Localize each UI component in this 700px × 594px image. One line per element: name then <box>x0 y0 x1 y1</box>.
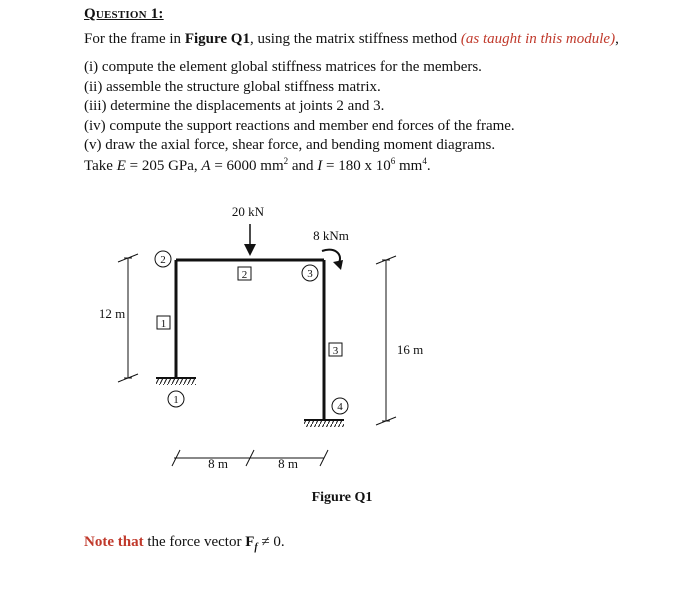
given-end: . <box>426 158 431 174</box>
node-label-4 <box>332 398 348 414</box>
member-label-2 <box>238 267 251 281</box>
moment-arrowhead <box>333 260 343 270</box>
force-vector-note <box>84 534 285 553</box>
node-label-2 <box>155 251 171 267</box>
load-label: 20 kN <box>231 204 265 219</box>
force-vector-symbol: F <box>245 534 255 550</box>
span-label-2: 8 m <box>278 456 298 471</box>
e-symbol: E <box>116 158 126 174</box>
a-exponent: 2 <box>283 156 289 166</box>
i-unit: mm <box>395 158 423 174</box>
note-condition: ≠ 0. <box>257 534 285 550</box>
intro-middle: , using the matrix stiffness method <box>249 31 461 47</box>
i-symbol: I <box>317 158 323 174</box>
note-text: the force vector <box>143 534 246 550</box>
module-note: (as taught in this module) <box>460 31 616 47</box>
svg-text:2: 2 <box>241 269 248 281</box>
member-label-3 <box>329 343 342 357</box>
intro-suffix: , <box>615 31 619 47</box>
force-vector-subscript: f <box>254 542 258 553</box>
task-item: (iv) compute the support reactions and member end forces of the frame. <box>84 117 515 134</box>
span-label-1: 8 m <box>208 456 228 471</box>
note-emphasis: Note that <box>84 534 144 550</box>
given-prefix: Take <box>84 158 117 174</box>
right-height-label: 16 m <box>396 342 424 357</box>
figure-reference: Figure Q1 <box>184 31 250 47</box>
figure-caption: Figure Q1 <box>311 490 373 505</box>
span-dimension <box>172 450 328 466</box>
left-height-label: 12 m <box>98 306 126 321</box>
svg-text:1: 1 <box>160 318 167 330</box>
svg-text:1: 1 <box>173 394 179 406</box>
and-text: and <box>288 158 318 174</box>
task-item: (v) draw the axial force, shear force, and bending moment diagrams. <box>84 137 496 153</box>
intro-prefix: For the frame in <box>84 31 185 47</box>
node-label-3 <box>302 265 318 281</box>
svg-text:3: 3 <box>307 268 313 280</box>
question-heading: Question 1: <box>84 6 164 22</box>
svg-text:3: 3 <box>332 345 339 357</box>
task-item: (i) compute the element global stiffness matrices for the members. <box>84 59 482 75</box>
e-value: = 205 GPa, <box>125 158 202 174</box>
svg-text:2: 2 <box>160 254 166 266</box>
moment-label: 8 kNm <box>313 228 349 243</box>
fixed-support-right <box>304 420 344 427</box>
right-height-dimension <box>376 256 396 425</box>
task-item: (iii) determine the displacements at joints 2 and 3. <box>84 98 385 114</box>
a-value: = 6000 mm <box>210 158 284 174</box>
i-power: 6 <box>390 156 396 166</box>
task-item: (ii) assemble the structure global stiffness matrix. <box>84 78 381 95</box>
node-label-1 <box>168 391 184 407</box>
fixed-support-left <box>156 378 196 385</box>
a-symbol: A <box>201 158 211 174</box>
member-label-1 <box>157 316 170 330</box>
i-exponent: 4 <box>422 156 427 166</box>
svg-text:4: 4 <box>337 401 343 413</box>
i-value: = 180 x 10 <box>322 158 391 174</box>
